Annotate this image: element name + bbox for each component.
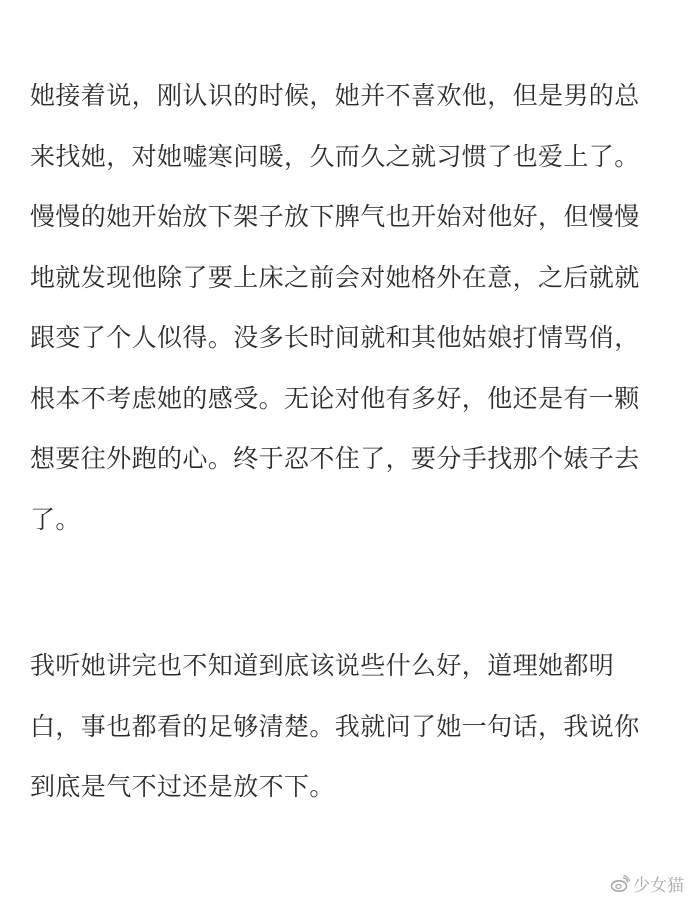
text-line: 了。 — [30, 504, 81, 534]
text-line: 地就发现他除了要上床之前会对她格外在意，之后就就 — [30, 262, 640, 292]
weibo-logo-icon — [610, 874, 630, 894]
watermark-text: 少女猫 — [633, 876, 684, 896]
paragraph-1 — [30, 66, 660, 550]
text-line: 慢慢的她开始放下架子放下脾气也开始对他好，但慢慢 — [30, 202, 640, 231]
text-line: 我听她讲完也不知道到底该说些什么好，道理她都明 — [30, 651, 615, 680]
text-line: 根本不考虑她的感受。无论对他有多好，他还是有一颗 — [30, 383, 640, 413]
text-line: 白，事也都看的足够清楚。我就问了她一句话，我说你 — [30, 711, 640, 741]
text-line: 跟变了个人似得。没多长时间就和其他姑娘打情骂俏， — [30, 323, 640, 352]
text-line: 想要往外跑的心。终于忍不住了，要分手找那个婊子去 — [30, 444, 640, 473]
weibo-watermark — [610, 871, 684, 896]
text-line: 来找她，对她嘘寒问暖，久而久之就习惯了也爱上了。 — [30, 141, 640, 171]
article-body — [30, 66, 660, 818]
paragraph-2 — [30, 636, 660, 818]
text-line: 她接着说，刚认识的时候，她并不喜欢他，但是男的总 — [30, 81, 640, 110]
text-line: 到底是气不过还是放不下。 — [30, 772, 335, 801]
